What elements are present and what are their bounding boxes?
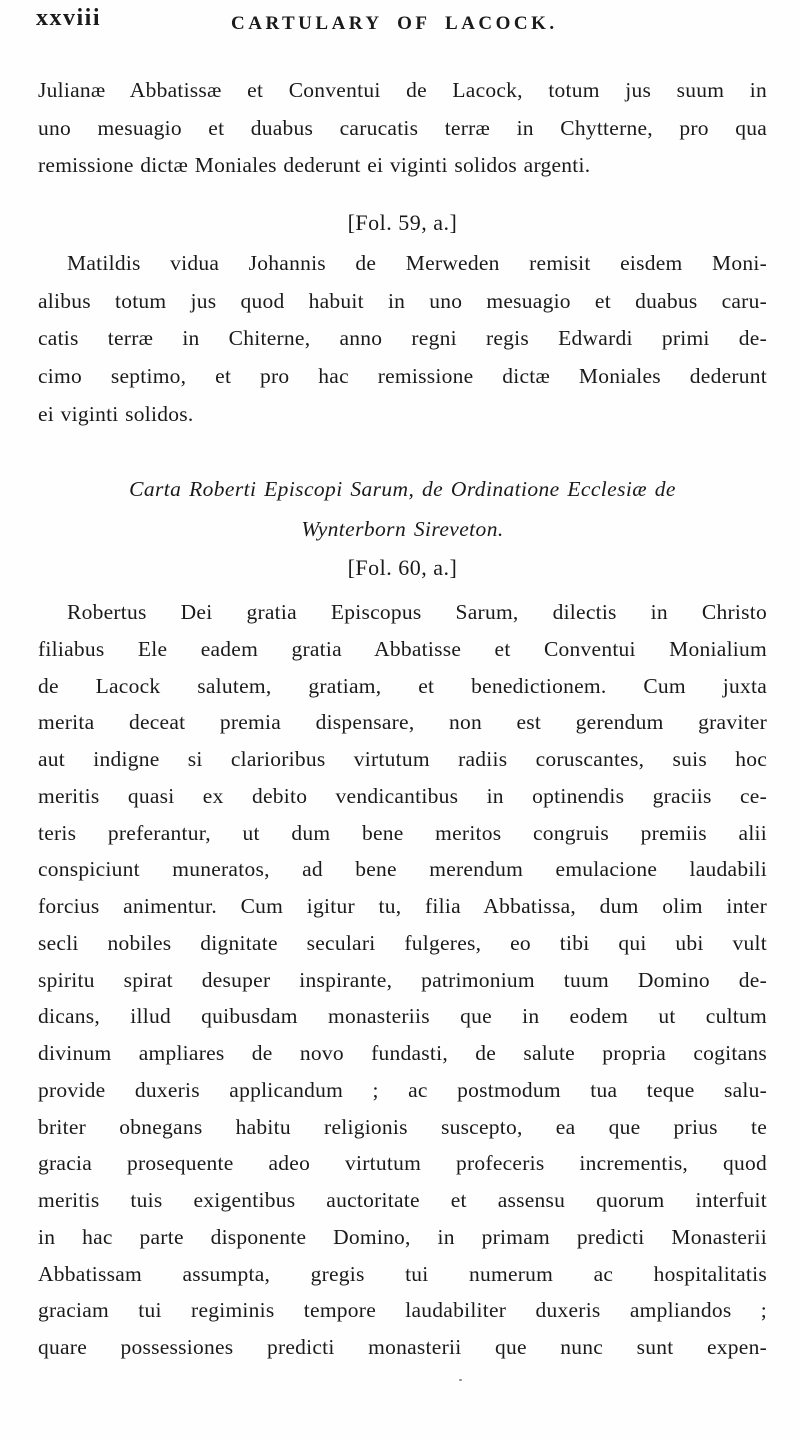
- charter-heading-line: Carta Roberti Episcopi Sarum, de Ordinatione Ecclesiæ de: [129, 477, 676, 501]
- text-line: aut indigne si clarioribus virtutum radiis coruscantes, suis hoc: [38, 747, 767, 771]
- text-line: briter obnegans habitu religionis suscepto, ea que prius te: [38, 1114, 767, 1139]
- paragraph-matildis: [38, 245, 767, 434]
- text-line: cimo septimo, et pro hac remissione dictæ Moniales dederunt: [38, 364, 767, 389]
- text-line: quare possessiones predicti monasterii que nunc sunt expen-: [38, 1335, 767, 1359]
- charter-heading: [38, 469, 767, 549]
- text-line: graciam tui regiminis tempore laudabiliter duxeris ampliandos ;: [38, 1298, 767, 1323]
- text-line: divinum ampliares de novo fundasti, de salute propria cogitans: [38, 1041, 767, 1065]
- scan-speck: [459, 1379, 462, 1381]
- running-title: CARTULARY OF LACOCK.: [231, 13, 558, 34]
- text-line: uno mesuagio et duabus carucatis terræ in Chytterne, pro qua: [38, 115, 767, 140]
- paragraph-chytterne: [38, 72, 767, 185]
- folio-marker-60: [Fol. 60, a.]: [347, 555, 458, 580]
- text-line: in hac parte disponente Domino, in primam predicti Monasterii: [38, 1224, 767, 1249]
- text-line: remissione dictæ Moniales dederunt ei viginti solidos argenti.: [38, 153, 591, 177]
- text-line: spiritu spirat desuper inspirante, patrimonium tuum Domino de-: [38, 967, 767, 992]
- text-line: Julianæ Abbatissæ et Conventui de Lacock, totum jus suum in: [38, 78, 767, 102]
- text-line: Matildis vidua Johannis de Merweden remisit eisdem Moni-: [67, 251, 767, 275]
- text-line: secli nobiles dignitate seculari fulgeres, eo tibi qui ubi vult: [38, 930, 767, 955]
- text-line: ei viginti solidos.: [38, 401, 194, 426]
- page-number: xxviii: [36, 5, 102, 31]
- text-line: conspiciunt muneratos, ad bene merendum emulacione laudabili: [38, 857, 767, 882]
- text-line: dicans, illud quibusdam monasteriis que in eodem ut cultum: [38, 1004, 767, 1029]
- text-line: catis terræ in Chiterne, anno regni regis Edwardi primi de-: [38, 326, 767, 351]
- text-line: Robertus Dei gratia Episcopus Sarum, dilectis in Christo: [67, 600, 767, 624]
- text-line: de Lacock salutem, gratiam, et benedictionem. Cum juxta: [38, 673, 767, 698]
- text-line: teris preferantur, ut dum bene meritos congruis premiis alii: [38, 820, 767, 845]
- text-line: filiabus Ele eadem gratia Abbatisse et Conventui Monialium: [38, 636, 767, 661]
- text-line: forcius animentur. Cum igitur tu, filia Abbatissa, dum olim inter: [38, 894, 767, 918]
- text-line: gracia prosequente adeo virtutum profeceris incrementis, quod: [38, 1151, 767, 1176]
- text-line: alibus totum jus quod habuit in uno mesuagio et duabus caru-: [38, 288, 767, 313]
- folio-marker-59: [Fol. 59, a.]: [347, 210, 458, 235]
- text-line: merita deceat premia dispensare, non est gerendum graviter: [38, 710, 767, 735]
- text-line: meritis quasi ex debito vendicantibus in optinendis graciis ce-: [38, 783, 767, 808]
- text-line: meritis tuis exigentibus auctoritate et assensu quorum interfuit: [38, 1188, 767, 1212]
- charter-heading-line: Wynterborn Sireveton.: [301, 517, 504, 541]
- text-line: Abbatissam assumpta, gregis tui numerum ac hospitalitatis: [38, 1261, 767, 1286]
- paragraph-robertus: [38, 594, 767, 1366]
- text-line: provide duxeris applicandum ; ac postmodum tua teque salu-: [38, 1077, 767, 1102]
